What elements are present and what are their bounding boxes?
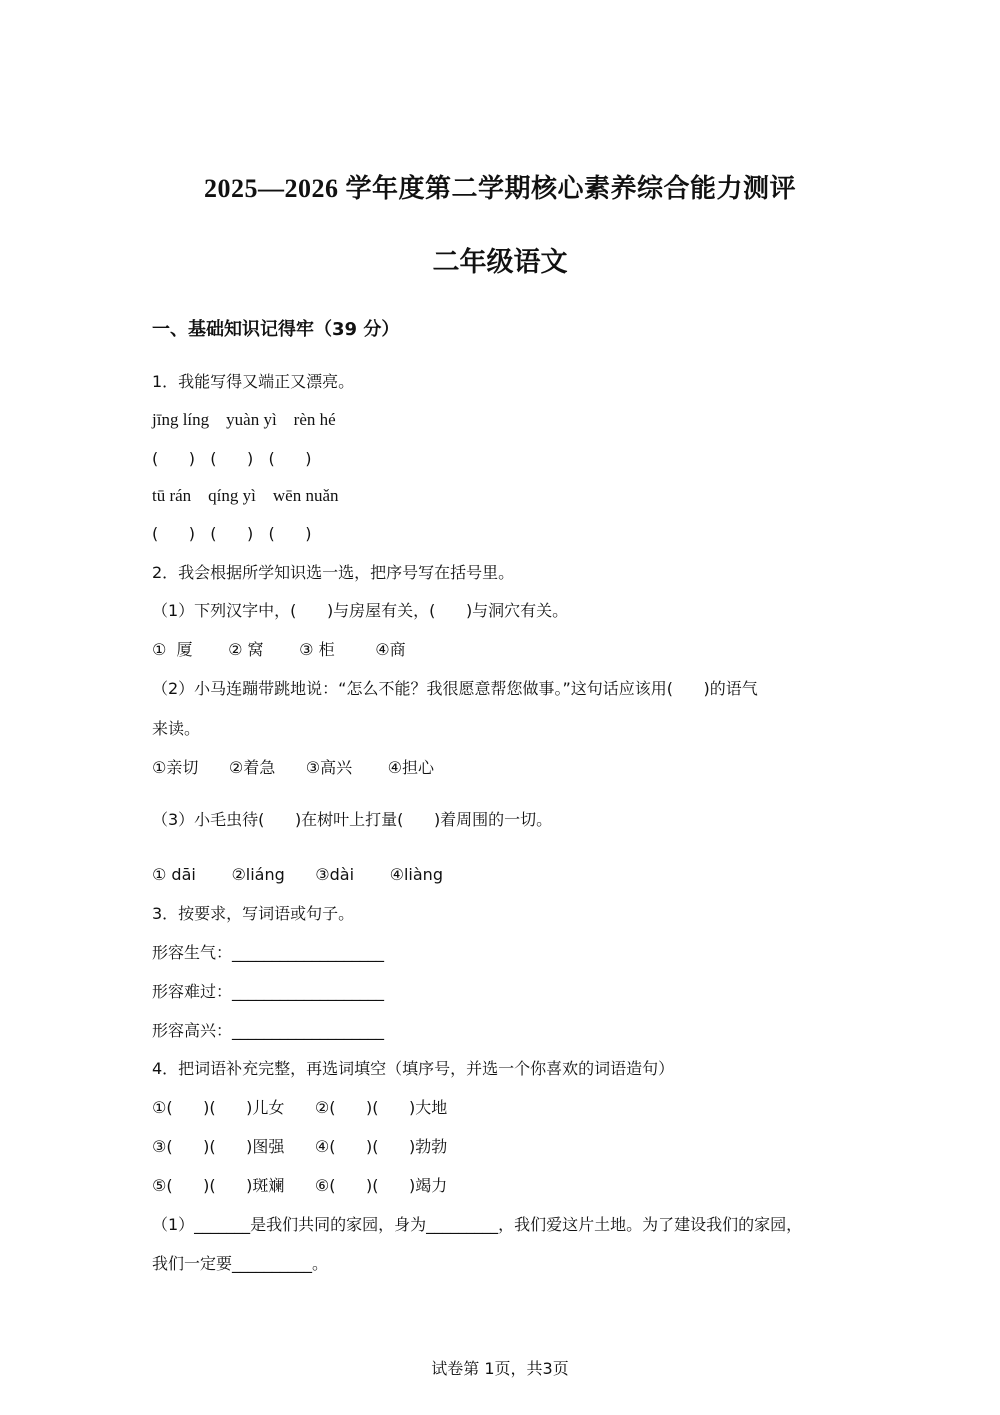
question-4-row-1: ①( )( )儿女 ②( )( )大地	[152, 1098, 448, 1117]
section-heading: 一、基础知识记得牢（39 分）	[152, 319, 400, 340]
question-3: 3．按要求，写词语或句子。	[152, 904, 355, 923]
question-4: 4．把词语补充完整，再选词填空（填序号，并选一个你喜欢的词语造句）	[152, 1059, 675, 1078]
pinyin-row-1: jīng líng yuàn yì rèn hé	[152, 410, 336, 429]
question-4-1: （1）_______是我们共同的家园，身为_________，我们爱这片土地。为了建设我们的家园，	[152, 1215, 803, 1234]
answer-brackets-row-1: ( ) ( ) ( )	[152, 449, 312, 468]
question-2-2: （2）小马连蹦带跳地说：“怎么不能？我很愿意帮您做事。”这句话应该用( )的语气	[152, 679, 758, 698]
question-3-happy: 形容高兴：___________________	[152, 1021, 385, 1040]
question-2-3: （3）小毛虫待( )在树叶上打量( )着周围的一切。	[152, 810, 553, 829]
exam-title: 2025—2026 学年度第二学期核心素养综合能力测评	[203, 174, 796, 203]
question-3-sad: 形容难过：___________________	[152, 982, 385, 1001]
answer-brackets-row-2: ( ) ( ) ( )	[152, 524, 312, 543]
page-footer: 试卷第 1页，共3页	[431, 1359, 569, 1378]
question-2-3-options: ① dāi ②liáng ③dài ④liàng	[152, 865, 443, 884]
question-4-row-3: ⑤( )( )斑斓 ⑥( )( )竭力	[152, 1176, 448, 1195]
question-2-2-continued: 来读。	[152, 719, 201, 738]
question-4-1-continued: 我们一定要__________。	[152, 1254, 329, 1273]
question-4-row-2: ③( )( )图强 ④( )( )勃勃	[152, 1137, 448, 1156]
question-1: 1．我能写得又端正又漂亮。	[152, 372, 355, 391]
question-2-2-options: ①亲切 ②着急 ③高兴 ④担心	[152, 758, 435, 777]
question-2-1: （1）下列汉字中，( )与房屋有关，( )与洞穴有关。	[152, 601, 569, 620]
question-2-1-options: ① 厦 ② 窝 ③ 柜 ④商	[152, 640, 406, 659]
exam-subtitle: 二年级语文	[432, 247, 568, 277]
question-2: 2．我会根据所学知识选一选，把序号写在括号里。	[152, 563, 515, 582]
pinyin-row-2: tū rán qíng yì wēn nuǎn	[152, 486, 339, 505]
question-3-angry: 形容生气：___________________	[152, 943, 385, 962]
